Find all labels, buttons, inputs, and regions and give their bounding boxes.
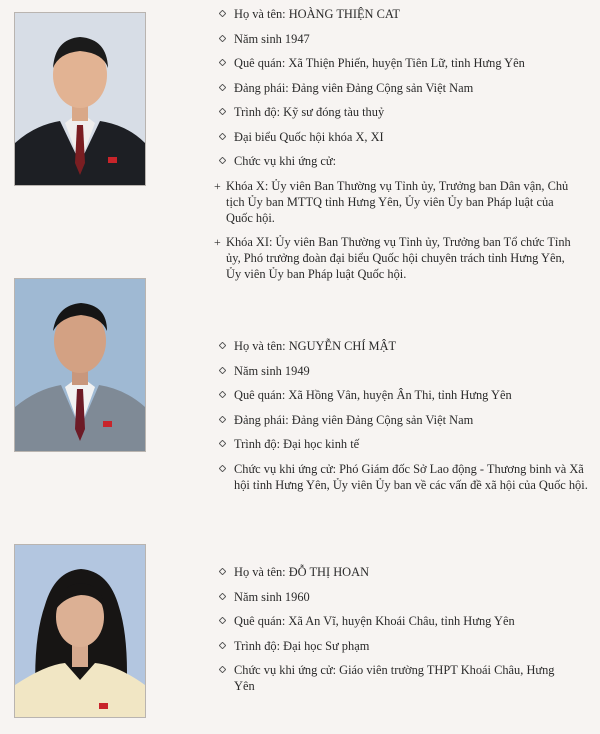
position-label: Chức vụ khi ứng cử: bbox=[234, 154, 337, 168]
diamond-bullet-icon bbox=[219, 465, 226, 472]
diamond-bullet-icon bbox=[219, 342, 226, 349]
diamond-bullet-icon bbox=[219, 593, 226, 600]
profile-info bbox=[218, 564, 592, 703]
hometown-text: Quê quán: Xã Hồng Vân, huyện Ân Thi, tỉnh Hưng Yên bbox=[234, 388, 512, 402]
birth-text: Năm sinh 1949 bbox=[234, 363, 310, 378]
term-x-text: Khóa X: Ủy viên Ban Thường vụ Tỉnh ủy, Trưởng ban Dân vận, Chủ tịch Ủy ban MTTQ tỉnh Hưng Yên, Ủy viên Ủy ban Pháp luật của Quốc hội. bbox=[226, 178, 569, 225]
diamond-bullet-icon bbox=[219, 157, 226, 164]
diamond-bullet-icon bbox=[219, 391, 226, 398]
diamond-bullet-icon bbox=[219, 642, 226, 649]
diamond-bullet-icon bbox=[219, 133, 226, 140]
education-text: Trình độ: Kỹ sư đóng tàu thuỷ bbox=[234, 105, 385, 119]
diamond-bullet-icon bbox=[219, 568, 226, 575]
info-line bbox=[218, 104, 592, 120]
diamond-bullet-icon bbox=[219, 35, 226, 42]
name-text: Họ và tên: HOÀNG THIỆN CAT bbox=[234, 7, 400, 21]
diamond-bullet-icon bbox=[219, 84, 226, 91]
info-line bbox=[218, 80, 592, 96]
info-line bbox=[218, 55, 592, 71]
diamond-bullet-icon bbox=[219, 440, 226, 447]
term-xi-text: Khóa XI: Ủy viên Ban Thường vụ Tỉnh ủy, Trưởng ban Tổ chức Tỉnh ủy, Phó trưởng đoàn đại biểu Quốc hội chuyên trách tỉnh Hưng Yên, Ủy viên Ủy ban Pháp luật Quốc hội. bbox=[226, 235, 571, 281]
plus-bullet-icon: + bbox=[214, 235, 221, 249]
profile-info bbox=[218, 338, 592, 501]
info-line bbox=[218, 589, 592, 605]
hometown-text: Quê quán: Xã Thiện Phiến, huyện Tiên Lữ, tỉnh Hưng Yên bbox=[234, 56, 525, 70]
name-text: Họ và tên: ĐỖ THỊ HOAN bbox=[234, 565, 370, 579]
info-line bbox=[218, 613, 592, 629]
birth-text: Năm sinh 1960 bbox=[234, 589, 310, 604]
info-line bbox=[218, 6, 592, 22]
term-xi-entry bbox=[214, 234, 582, 282]
info-line bbox=[218, 662, 574, 694]
term-x-entry bbox=[214, 178, 578, 226]
info-line bbox=[218, 31, 592, 47]
birth-text: Năm sinh 1947 bbox=[234, 31, 310, 46]
education-text: Trình độ: Đại học kinh tế bbox=[234, 437, 360, 451]
info-line bbox=[218, 436, 592, 452]
position-text: Chức vụ khi ứng cử: Phó Giám đốc Sở Lao động - Thương binh và Xã hội tỉnh Hưng Yên, Ủy viên Ủy ban về các vấn đề xã hội của Quốc hội. bbox=[234, 461, 588, 492]
profile-info bbox=[214, 6, 592, 291]
info-line bbox=[218, 129, 592, 145]
party-text: Đảng phái: Đảng viên Đảng Cộng sản Việt Nam bbox=[234, 80, 474, 95]
education-text: Trình độ: Đại học Sư phạm bbox=[234, 638, 370, 653]
diamond-bullet-icon bbox=[219, 367, 226, 374]
portrait-photo bbox=[14, 278, 146, 452]
diamond-bullet-icon bbox=[219, 617, 226, 624]
diamond-bullet-icon bbox=[219, 416, 226, 423]
info-line bbox=[218, 153, 592, 169]
info-line bbox=[218, 564, 592, 580]
info-line bbox=[218, 461, 596, 493]
info-line bbox=[218, 363, 592, 379]
delegate-text: Đại biểu Quốc hội khóa X, XI bbox=[234, 129, 384, 144]
diamond-bullet-icon bbox=[219, 59, 226, 66]
plus-bullet-icon: + bbox=[214, 178, 221, 193]
info-line bbox=[218, 638, 592, 654]
info-line bbox=[218, 387, 592, 403]
portrait-photo bbox=[14, 12, 146, 186]
info-line bbox=[218, 412, 592, 428]
diamond-bullet-icon bbox=[219, 666, 226, 673]
name-text: Họ và tên: NGUYỄN CHÍ MẬT bbox=[234, 339, 397, 353]
info-line bbox=[218, 338, 592, 354]
party-text: Đảng phái: Đảng viên Đảng Cộng sản Việt Nam bbox=[234, 412, 474, 427]
hometown-text: Quê quán: Xã An Vĩ, huyện Khoái Châu, tỉnh Hưng Yên bbox=[234, 614, 515, 628]
portrait-photo bbox=[14, 544, 146, 718]
diamond-bullet-icon bbox=[219, 108, 226, 115]
position-text: Chức vụ khi ứng cử: Giáo viên trường THPT Khoái Châu, Hưng Yên bbox=[234, 663, 555, 693]
diamond-bullet-icon bbox=[219, 10, 226, 17]
